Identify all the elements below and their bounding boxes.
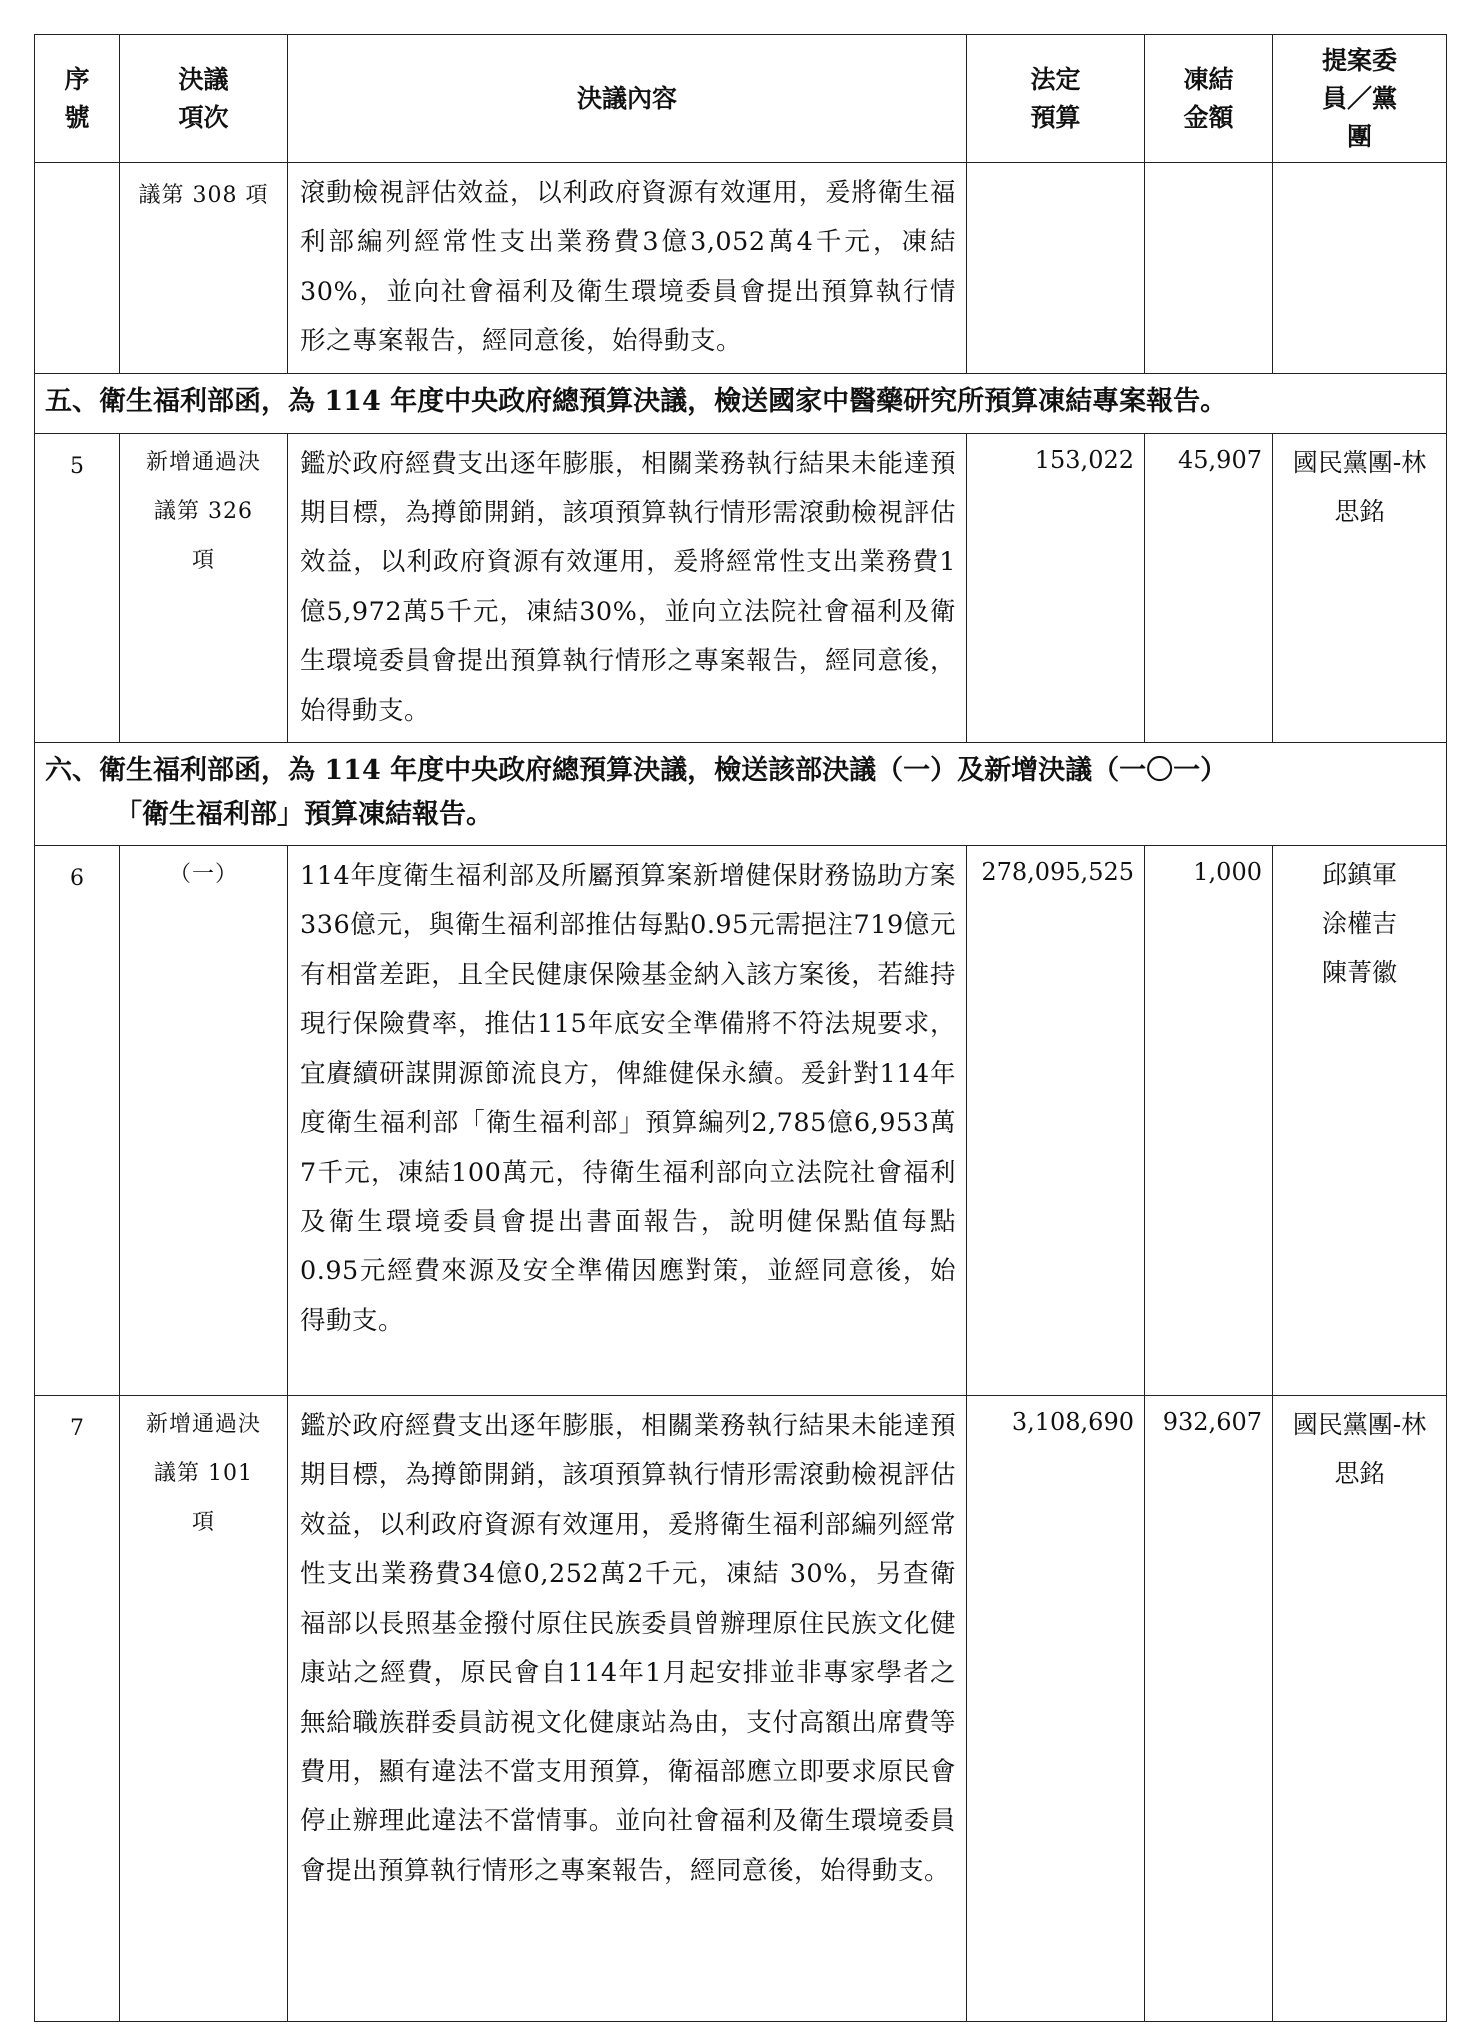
budget-cell: 278,095,525 (967, 846, 1145, 1396)
content-cell: 114年度衛生福利部及所屬預算案新增健保財務協助方案336億元，與衛生福利部推估每點0.95元需挹注719億元有相當差距，且全民健康保險基金納入該方案後，若維持現行保險費率，推估115年底安全準備將不符法規要求，宜賡續研謀開源節流良方，俾維健保永續。爰針對114年度衛生福利部「衛生福利部」預算編列2,785億6,953萬7千元，凍結100萬元，待衛生福利部向立法院社會福利及衛生環境委員會提出書面報告，說明健保點值每點0.95元經費來源及安全準備因應對策，並經同意後，始得動支。 (288, 846, 967, 1396)
proposer-cell (1273, 163, 1447, 374)
resolution-table (34, 34, 1447, 2022)
section-row (35, 743, 1447, 846)
serial-cell (35, 163, 120, 374)
budget-cell: 153,022 (967, 433, 1145, 742)
section-row (35, 373, 1447, 433)
section-title-5: 五、衛生福利部函，為 114 年度中央政府總預算決議，檢送國家中醫藥研究所預算凍結專案報告。 (35, 373, 1447, 433)
table-row (35, 1396, 1447, 2022)
proposer-cell: 國民黨團-林思銘 (1273, 1396, 1447, 2022)
content-cell: 滾動檢視評估效益，以利政府資源有效運用，爰將衛生福利部編列經常性支出業務費3億3,052萬4千元，凍結30%，並向社會福利及衛生環境委員會提出預算執行情形之專案報告，經同意後，始得動支。 (288, 163, 967, 374)
header-content: 決議內容 (288, 35, 967, 163)
header-frozen: 凍結金額 (1145, 35, 1273, 163)
item-cell: 新增通過決議第 101 項 (120, 1396, 288, 2022)
budget-cell (967, 163, 1145, 374)
frozen-cell: 45,907 (1145, 433, 1273, 742)
header-item: 決議項次 (120, 35, 288, 163)
serial-cell: 7 (35, 1396, 120, 2022)
item-cell: （一） (120, 846, 288, 1396)
header-serial: 序號 (35, 35, 120, 163)
item-cell: 新增通過決議第 326 項 (120, 433, 288, 742)
frozen-cell (1145, 163, 1273, 374)
section-title-6-line1: 六、衛生福利部函，為 114 年度中央政府總預算決議，檢送該部決議（一）及新增決議（一〇一） (45, 755, 1228, 787)
header-budget: 法定預算 (967, 35, 1145, 163)
proposer-cell: 邱鎮軍 涂權吉 陳菁徽 (1273, 846, 1447, 1396)
content-cell: 鑑於政府經費支出逐年膨脹，相關業務執行結果未能達預期目標，為撙節開銷，該項預算執行情形需滾動檢視評估效益，以利政府資源有效運用，爰將經常性支出業務費1億5,972萬5千元，凍結30%，並向立法院社會福利及衛生環境委員會提出預算執行情形之專案報告，經同意後，始得動支。 (288, 433, 967, 742)
header-row (35, 35, 1447, 163)
proposer-cell: 國民黨團-林思銘 (1273, 433, 1447, 742)
section-title-6-line2: 「衛生福利部」預算凍結報告。 (115, 799, 493, 831)
content-cell: 鑑於政府經費支出逐年膨脹，相關業務執行結果未能達預期目標，為撙節開銷，該項預算執行情形需滾動檢視評估效益，以利政府資源有效運用，爰將衛生福利部編列經常性支出業務費34億0,252萬2千元，凍結 30%，另查衛福部以長照基金撥付原住民族委員曾辦理原住民族文化健康站之經費，原民會自114年1月起安排並非專家學者之無給職族群委員訪視文化健康站為由，支付高額出席費等費用，顯有違法不當支用預算，衛福部應立即要求原民會停止辦理此違法不當情事。並向社會福利及衛生環境委員會提出預算執行情形之專案報告，經同意後，始得動支。 (288, 1396, 967, 2022)
section-title-6 (35, 743, 1447, 846)
frozen-cell: 1,000 (1145, 846, 1273, 1396)
item-cell: 議第 308 項 (120, 163, 288, 374)
header-proposer: 提案委員／黨團 (1273, 35, 1447, 163)
table-row (35, 163, 1447, 374)
serial-cell: 5 (35, 433, 120, 742)
serial-cell: 6 (35, 846, 120, 1396)
table-row (35, 846, 1447, 1396)
frozen-cell: 932,607 (1145, 1396, 1273, 2022)
table-row (35, 433, 1447, 742)
budget-cell: 3,108,690 (967, 1396, 1145, 2022)
